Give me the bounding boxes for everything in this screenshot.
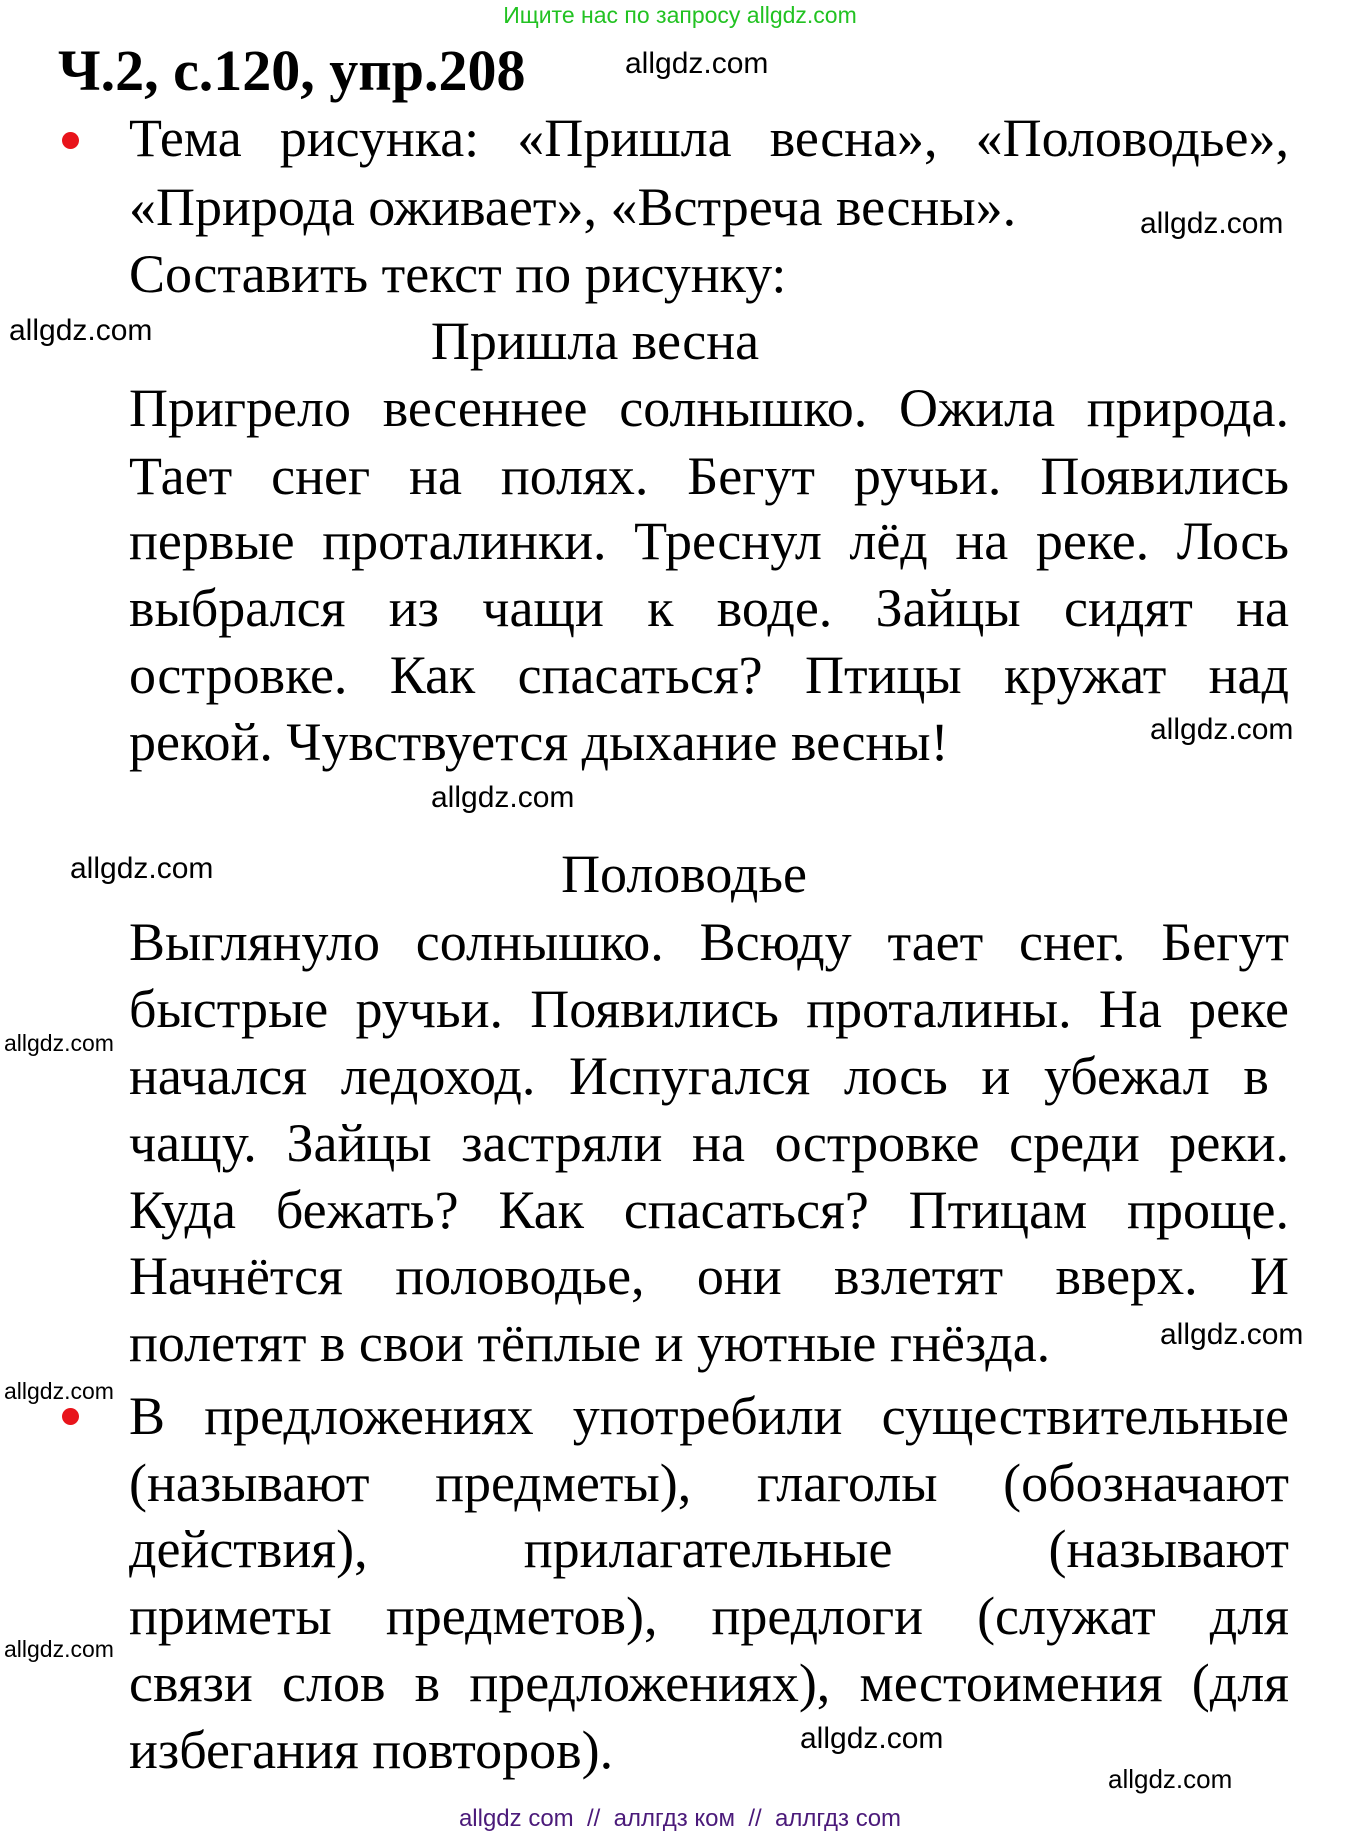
text-line: полетят в свои тёплые и уютные гнёзда. [129, 1313, 1051, 1373]
watermark: allgdz.com [431, 781, 575, 814]
story-heading: Пришла весна [430, 311, 760, 371]
text-line [129, 976, 1289, 1042]
watermark: allgdz.com [625, 47, 769, 80]
text-line [129, 1110, 1289, 1176]
text-line [129, 909, 1289, 975]
watermark: allgdz.com [9, 314, 153, 347]
watermark: allgdz.com [1108, 1764, 1233, 1794]
search-banner: Ищите нас по запросу allgdz.com [503, 2, 857, 28]
text-line: Составить текст по рисунку: [129, 244, 787, 304]
text-line-content: островке. Как спасаться? Птицы кружат над [129, 645, 1289, 705]
watermark: allgdz.com [4, 1636, 114, 1662]
text-line-content: выбрался из чащи к воде. Зайцы сидят на [129, 578, 1289, 638]
text-line [129, 1177, 1289, 1243]
text-line [129, 1650, 1289, 1716]
text-line [129, 1043, 1289, 1109]
text-line-content: Начнётся половодье, они взлетят вверх. И [129, 1246, 1289, 1306]
watermark: allgdz.com [4, 1378, 114, 1404]
text-line [129, 1243, 1289, 1309]
text-line-content: начался ледоход. Испугался лось и убежал в [129, 1046, 1269, 1106]
text-line [129, 575, 1289, 641]
text-line-content: первые проталинки. Треснул лёд на реке. Лось [129, 511, 1289, 571]
text-line-content: Выглянуло солнышко. Всюду тает снег. Бегут [129, 912, 1289, 972]
watermark: allgdz.com [70, 852, 214, 885]
bullet-icon [62, 1408, 79, 1425]
text-line [129, 1516, 1289, 1582]
text-line: рекой. Чувствуется дыхание весны! [129, 712, 949, 772]
watermark: allgdz.com [1150, 713, 1294, 746]
text-line-content: Тема рисунка: «Пришла весна», «Половодье», [129, 108, 1289, 168]
text-line [129, 105, 1289, 171]
text-line-content: чащу. Зайцы застряли на островке среди реки. [129, 1113, 1289, 1173]
text-line-content: действия), прилагательные (называют [129, 1519, 1289, 1579]
watermark: allgdz.com [1140, 207, 1284, 240]
text-line [129, 443, 1289, 509]
watermark: allgdz.com [4, 1030, 114, 1056]
text-line: «Природа оживает», «Встреча весны». [129, 177, 1017, 237]
bullet-icon [62, 132, 79, 149]
text-line-content: Пригрело весеннее солнышко. Ожила природа. [129, 378, 1289, 438]
text-line [129, 375, 1289, 441]
text-line [129, 1450, 1289, 1516]
page-title: Ч.2, с.120, упр.208 [58, 38, 526, 103]
watermark: allgdz.com [800, 1722, 944, 1755]
text-line: избегания повторов). [129, 1720, 614, 1780]
text-line-content: связи слов в предложениях), местоимения (для [129, 1653, 1289, 1713]
footer-links: allgdz com // аллгдз ком // аллгдз com [458, 1805, 902, 1832]
text-line [129, 1583, 1289, 1649]
text-line [129, 508, 1289, 574]
text-line-content: приметы предметов), предлоги (служат для [129, 1586, 1289, 1646]
text-line [129, 642, 1289, 708]
text-line-content: Куда бежать? Как спасаться? Птицам проще. [129, 1180, 1289, 1240]
text-line-content: Тает снег на полях. Бегут ручьи. Появились [129, 446, 1289, 506]
text-line-content: В предложениях употребили существительные [129, 1386, 1289, 1446]
watermark: allgdz.com [1160, 1318, 1304, 1351]
text-line [129, 1383, 1289, 1449]
story-heading: Половодье [561, 844, 807, 904]
text-line-content: быстрые ручьи. Появились проталины. На реке [129, 979, 1289, 1039]
text-line-content: (называют предметы), глаголы (обозначают [129, 1453, 1289, 1513]
